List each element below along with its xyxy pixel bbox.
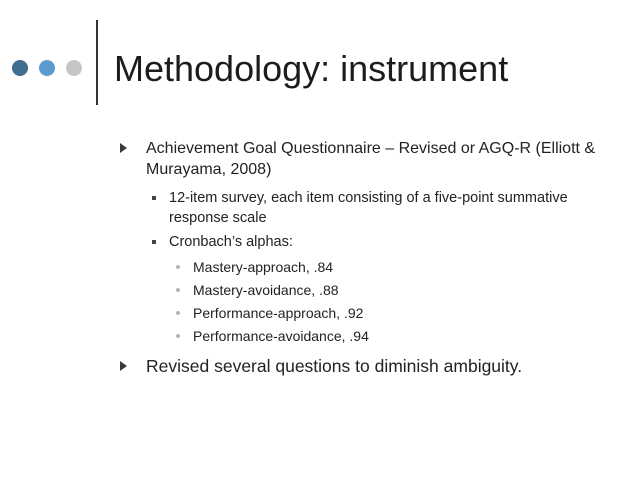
sub-bullet-text: 12-item survey, each item consisting of a five-point summative response scale xyxy=(169,190,568,226)
square-bullet-icon xyxy=(152,240,156,244)
alpha-text: Mastery-approach, .84 xyxy=(193,259,334,275)
arrow-bullet-icon xyxy=(120,143,127,153)
light-blue-dot-icon xyxy=(39,60,55,76)
bullet-revised-questions xyxy=(120,355,600,378)
alpha-text: Performance-avoidance, .94 xyxy=(193,328,369,344)
dark-blue-dot-icon xyxy=(12,60,28,76)
sub-bullet-survey xyxy=(152,188,600,228)
title-divider xyxy=(96,20,98,105)
dot-bullet-icon xyxy=(176,311,180,315)
bullet-text: Achievement Goal Questionnaire – Revised or AGQ-R (Elliott & Murayama, 2008) xyxy=(146,140,596,178)
dot-bullet-icon xyxy=(176,334,180,338)
alpha-text: Performance-approach, .92 xyxy=(193,305,364,321)
sub-bullet-text: Cronbach’s alphas: xyxy=(169,234,293,250)
dot-bullet-icon xyxy=(176,288,180,292)
alpha-performance-avoidance xyxy=(176,327,600,345)
sub-bullet-alphas xyxy=(152,232,600,252)
alpha-text: Mastery-avoidance, .88 xyxy=(193,282,339,298)
square-bullet-icon xyxy=(152,196,156,200)
dot-bullet-icon xyxy=(176,265,180,269)
gray-dot-icon xyxy=(66,60,82,76)
alpha-mastery-avoidance xyxy=(176,281,600,299)
alpha-mastery-approach xyxy=(176,258,600,276)
slide-content xyxy=(120,138,600,378)
alpha-performance-approach xyxy=(176,304,600,322)
bullet-questionnaire xyxy=(120,138,600,180)
bullet-text: Revised several questions to diminish ambiguity. xyxy=(146,356,523,376)
arrow-bullet-icon xyxy=(120,361,127,371)
slide-title: Methodology: instrument xyxy=(114,48,509,89)
